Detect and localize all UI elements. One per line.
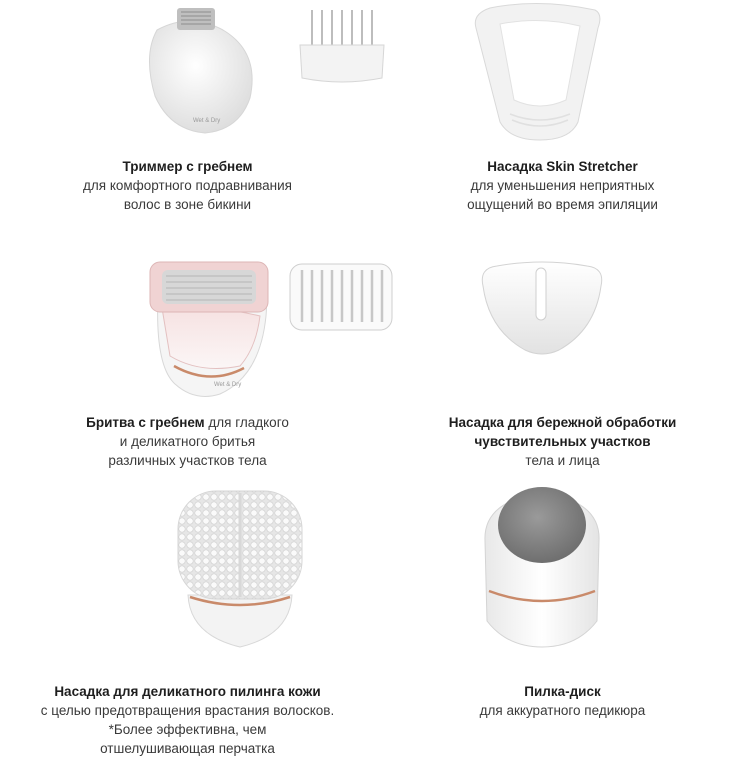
- sensitive-cap-title-line-2: чувствительных участков: [474, 434, 651, 449]
- skin-stretcher-title: Насадка Skin Stretcher: [487, 159, 638, 174]
- pedicure-disc-image: [477, 481, 607, 651]
- skin-stretcher-image: [470, 2, 610, 142]
- item-skin-stretcher: [375, 0, 750, 250]
- skin-stretcher-desc-line-2: ощущений во время эпиляции: [467, 197, 658, 212]
- shaver-image: [140, 256, 400, 402]
- sensitive-cap-image: [477, 258, 607, 358]
- pedicure-disc-desc-line-1: для аккуратного педикюра: [479, 703, 646, 718]
- exfoliation-brush-desc-line-1: с целью предотвращения врастания волосков.: [40, 703, 335, 718]
- trimmer-title: Триммер с гребнем: [122, 159, 253, 174]
- shaver-title: Бритва с гребнем: [86, 415, 205, 430]
- sensitive-cap-caption: [375, 413, 750, 470]
- trimmer-image: [135, 0, 395, 140]
- skin-stretcher-caption: [375, 157, 750, 214]
- exfoliation-brush-desc-line-2: *Более эффективна, чем: [108, 722, 267, 737]
- exfoliation-brush-image: [170, 485, 310, 655]
- trimmer-caption: [0, 157, 375, 214]
- shaver-desc-line-2: различных участков тела: [108, 453, 267, 468]
- trimmer-desc-line-2: волос в зоне бикини: [123, 197, 252, 212]
- shaver-caption: [0, 413, 375, 470]
- pedicure-disc-caption: [375, 682, 750, 720]
- exfoliation-brush-desc-line-3: отшелушивающая перчатка: [100, 741, 275, 756]
- item-sensitive-cap: [375, 250, 750, 475]
- shaver-desc-line-1: и деликатного бритья: [119, 434, 256, 449]
- exfoliation-brush-caption: [0, 682, 375, 758]
- sensitive-cap-desc-line-1: тела и лица: [525, 453, 600, 468]
- trimmer-desc-line-1: для комфортного подравнивания: [83, 178, 292, 193]
- skin-stretcher-desc-line-1: для уменьшения неприятных: [470, 178, 655, 193]
- shaver-device-label: Wet & Dry: [214, 382, 242, 388]
- pedicure-disc-title: Пилка-диск: [524, 684, 601, 699]
- item-pedicure-disc: [375, 475, 750, 750]
- item-shaver: [0, 250, 375, 475]
- exfoliation-brush-title: Насадка для деликатного пилинга кожи: [54, 684, 321, 699]
- trimmer-device-label: Wet & Dry: [193, 118, 221, 124]
- shaver-title-suffix: для гладкого: [204, 415, 289, 430]
- item-trimmer: [0, 0, 375, 250]
- item-exfoliation-brush: [0, 475, 375, 756]
- sensitive-cap-title-line-1: Насадка для бережной обработки: [448, 415, 677, 430]
